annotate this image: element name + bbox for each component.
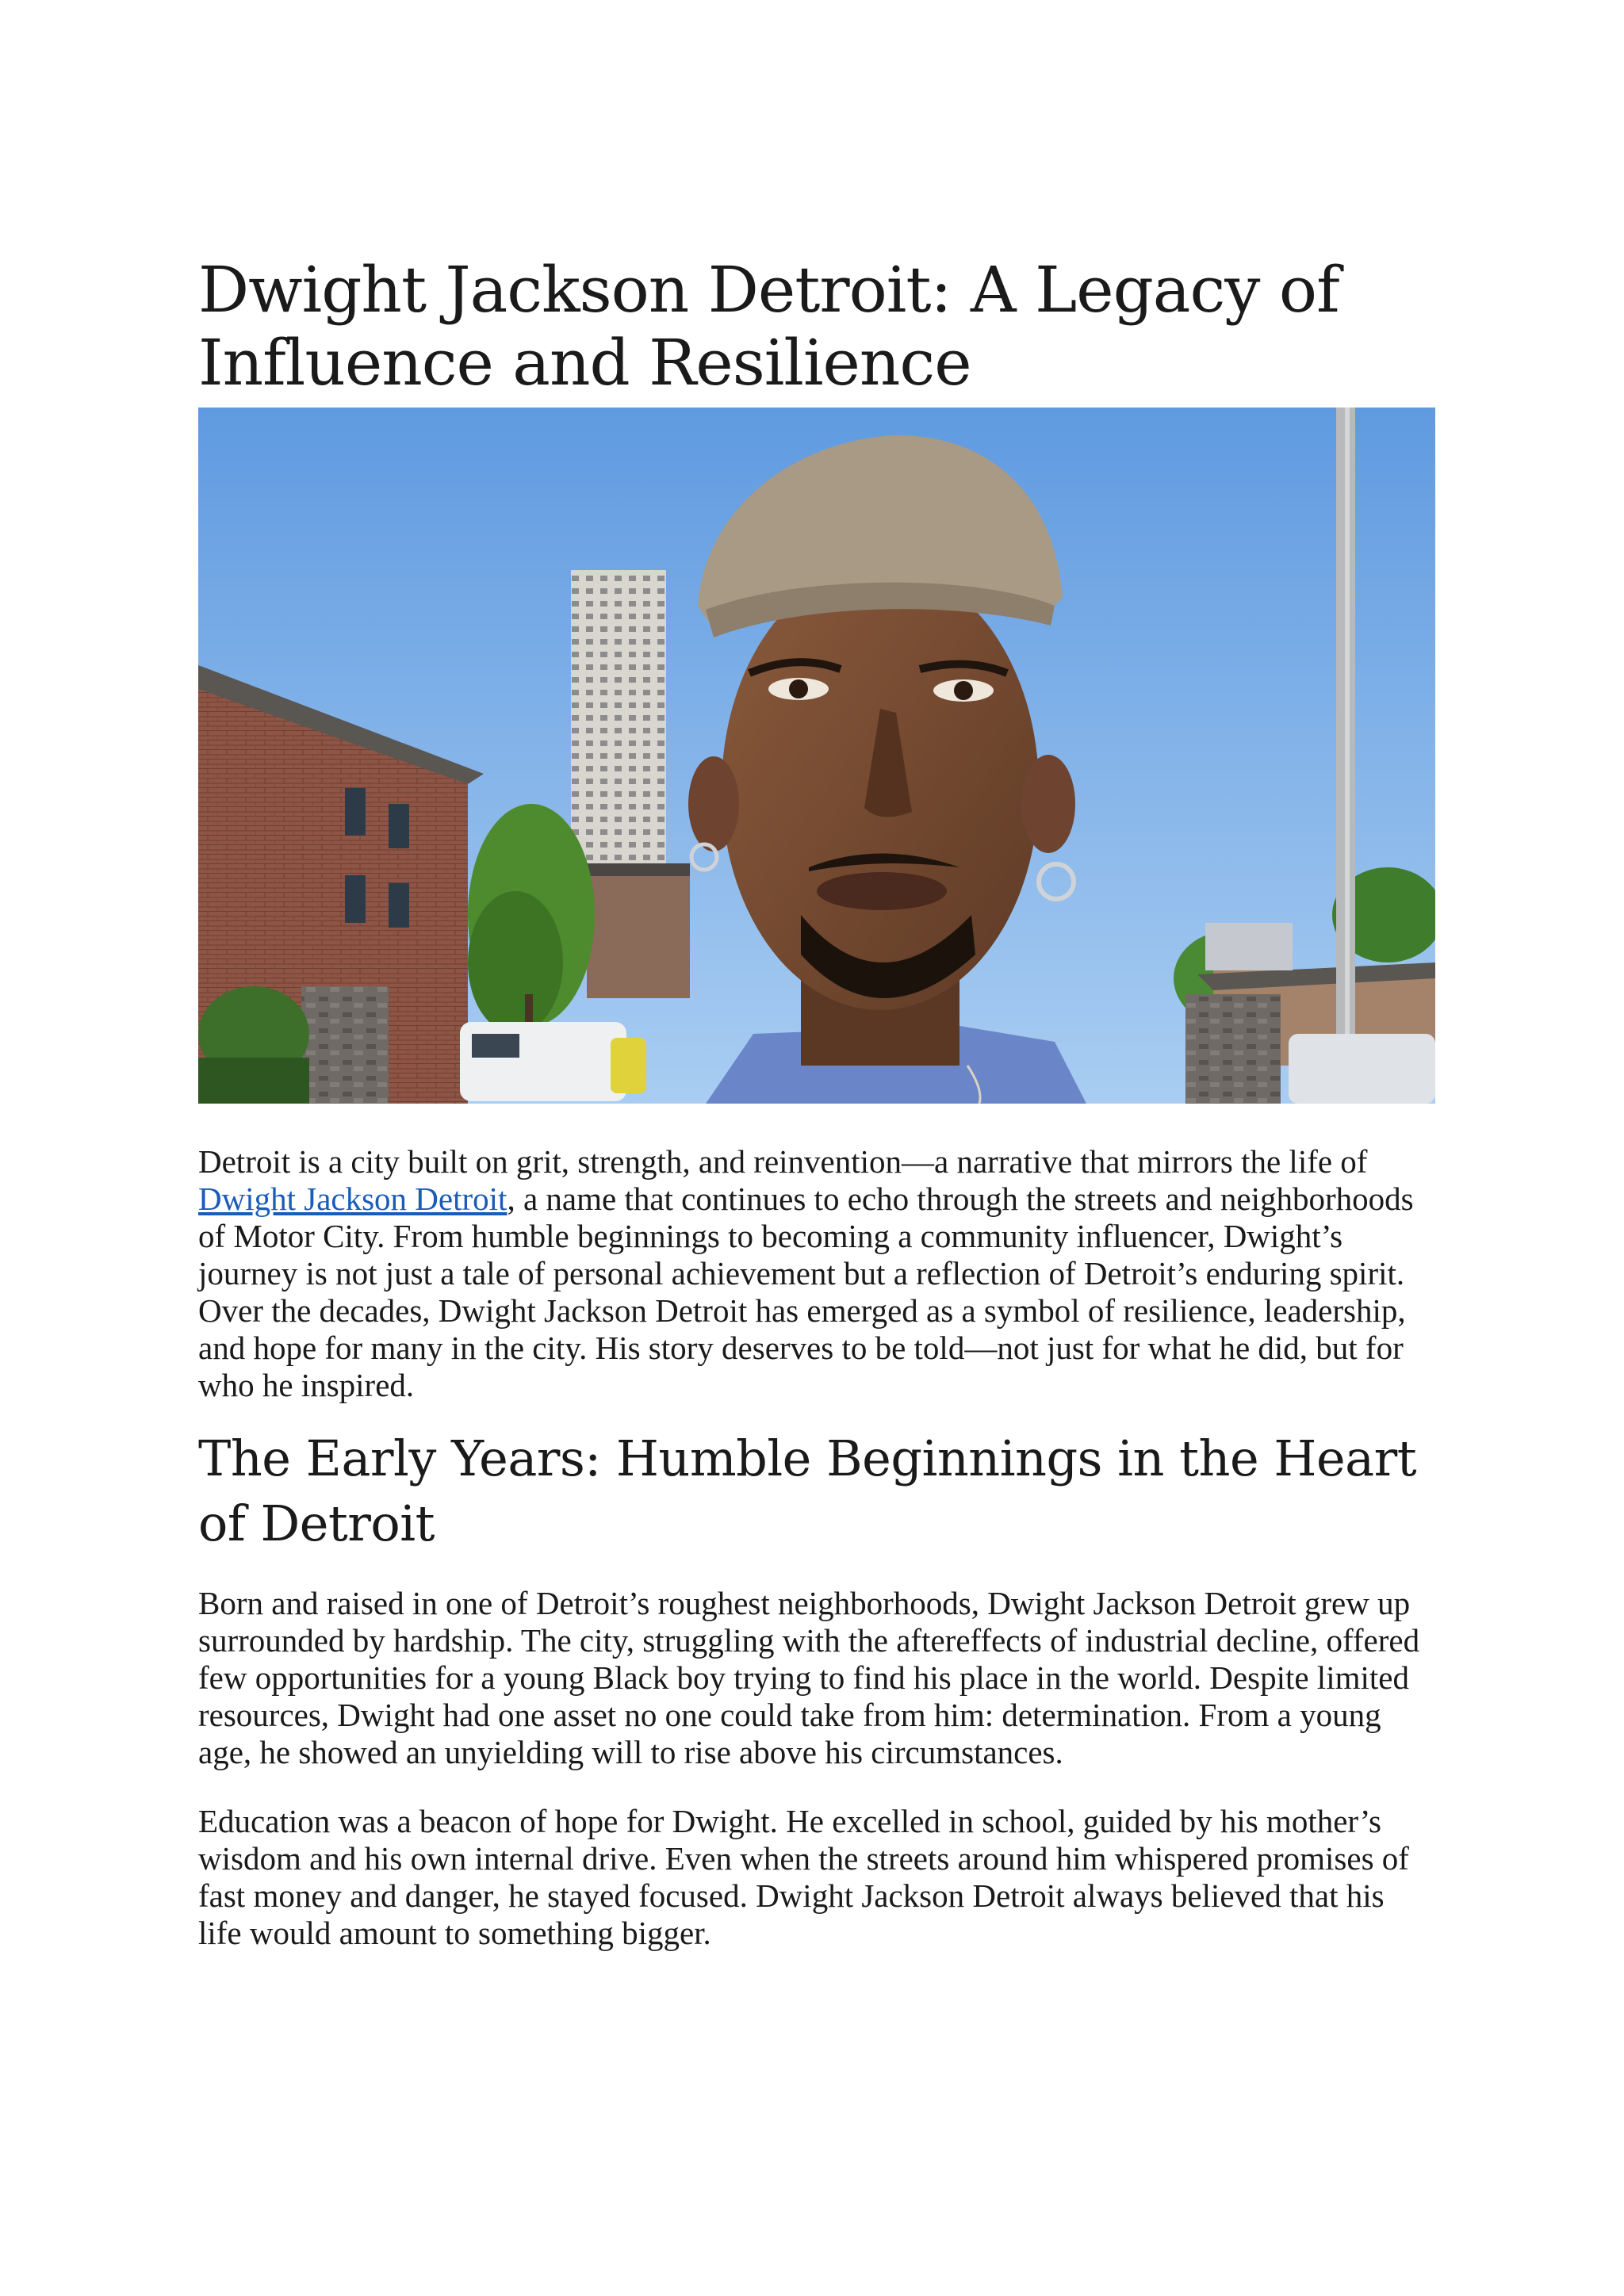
article-title: Dwight Jackson Detroit: A Legacy of Influence and Resilience (198, 253, 1339, 400)
paragraph-early-years: Born and raised in one of Detroit’s roughest neighborhoods, Dwight Jackson Detroit grew up surrounded by hardship. The city, struggling with the aftereffects of industrial decline, offered few opportunities for a young Black boy trying to find his place in the world. Despite limited resources, Dwight had one asset no one could take from him: determination. From a young age, he showed an unyielding will to rise above his circumstances. (198, 1585, 1420, 1770)
section-heading: The Early Years: Humble Beginnings in the Heart of Detroit (198, 1429, 1417, 1552)
paragraph-education: Education was a beacon of hope for Dwight. He excelled in school, guided by his mother’s wisdom and his own internal drive. Even when the streets around him whispered promises of fast money and danger, he stayed focused. Dwight Jackson Detroit always believed that his life would amount to something bigger. (198, 1803, 1409, 1951)
intro-text-before: Detroit is a city built on grit, strength, and reinvention—a narrative that mirrors the life of (198, 1143, 1368, 1180)
intro-text-after: , a name that continues to echo through the streets and neighborhoods of Motor City. From humble beginnings to becoming a community influencer, Dwight’s journey is not just a tale of personal achievement but a reflection of Detroit’s enduring spirit. Over the decades, Dwight Jackson Detroit has emerged as a symbol of resilience, leadership, and hope for many in the city. His story deserves to be told—not just for what he did, but for who he inspired. (198, 1181, 1414, 1403)
article (198, 254, 1435, 1952)
intro-paragraph (198, 1143, 1435, 1404)
dwight-jackson-detroit-link[interactable]: Dwight Jackson Detroit (198, 1181, 508, 1217)
tower-building (571, 570, 666, 903)
hero-image (198, 408, 1435, 1104)
